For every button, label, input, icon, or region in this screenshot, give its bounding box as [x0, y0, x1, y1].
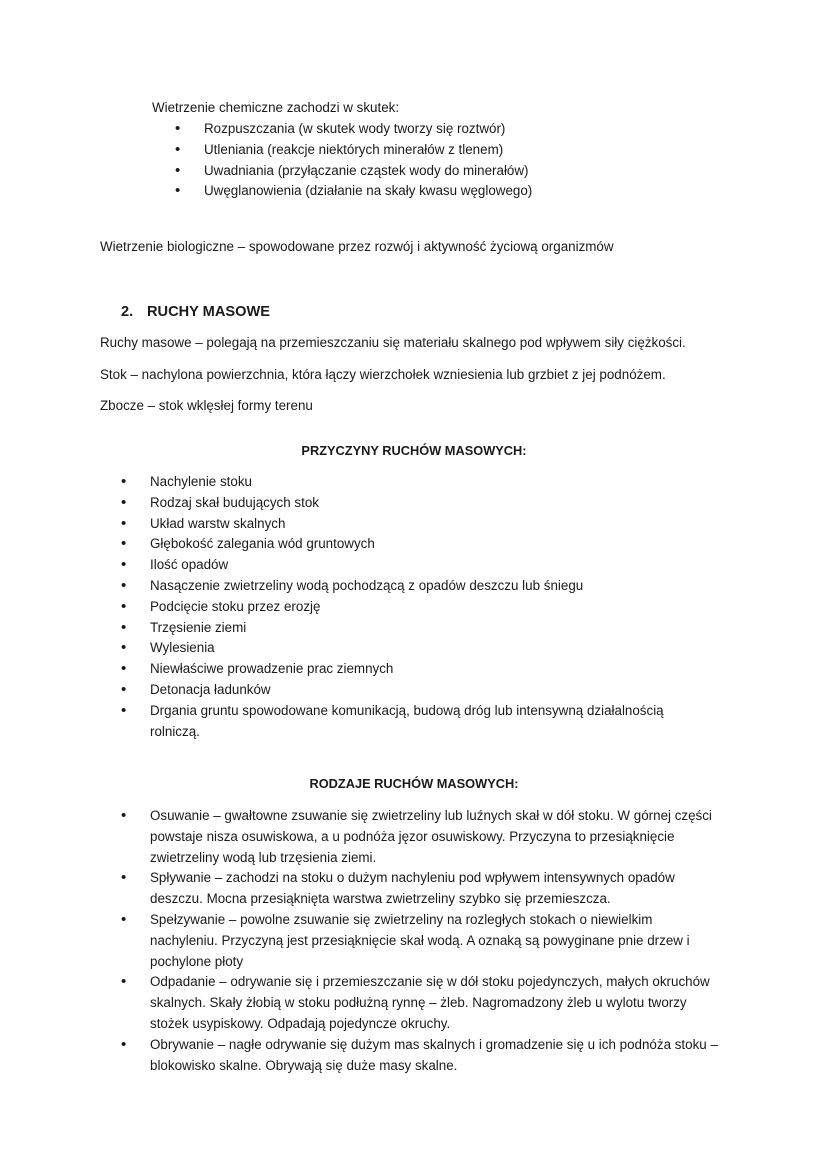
list-item: • Nasączenie zwietrzeliny wodą pochodzącą z opadów deszczu lub śniegu [121, 576, 721, 597]
list-item: • Wylesienia [121, 638, 721, 659]
list-item: • Osuwanie – gwałtowne zsuwanie się zwietrzeliny lub luźnych skał w dół stoku. W górnej części powstaje nisza osuwiskowa, a u podnóża jęzor osuwiskowy. Przyczyna to przesiąknięcie zwietrzeliny wodą lub trzęsienia ziemi. [121, 806, 721, 868]
definition-mass-movements: Ruchy masowe – polegają na przemieszczaniu się materiału skalnego pod wpływem siły ciężkości. [100, 335, 686, 350]
definition-hillside: Zbocze – stok wklęsłej formy terenu [100, 398, 313, 413]
list-item: • Ilość opadów [121, 555, 721, 576]
section-title: RUCHY MASOWE [147, 304, 270, 320]
list-item: • Odpadanie – odrywanie się i przemieszczanie się w dół stoku pojedynczych, małych okruchów skalnych. Skały żłobią w stoku podłużną rynnę – żleb. Nagromadzony żleb u wylotu tworzy stożek usypiskowy. Odpadają pojedyncze okruchy. [121, 972, 721, 1034]
list-item: • Spełzywanie – powolne zsuwanie się zwietrzeliny na rozległych stokach o niewielkim nachyleniu. Przyczyną jest przesiąknięcie skał wodą. A oznaką są powyginane pnie drzew i pochylone płoty [121, 910, 721, 972]
list-item: • Obrywanie – nagłe odrywanie się dużym mas skalnych i gromadzenie się u ich podnóża stoku – blokowisko skalne. Obrywają się duże masy skalne. [121, 1035, 721, 1077]
list-item: • Głębokość zalegania wód gruntowych [121, 534, 721, 555]
list-item: • Niewłaściwe prowadzenie prac ziemnych [121, 659, 721, 680]
section-number: 2. [121, 304, 134, 320]
list-item: • Drgania gruntu spowodowane komunikacją, budową dróg lub intensywną działalnością rolniczą. [121, 701, 690, 743]
biological-paragraph: Wietrzenie biologiczne – spowodowane przez rozwój i aktywność życiową organizmów [100, 239, 614, 254]
list-item: • Spływanie – zachodzi na stoku o dużym nachyleniu pod wpływem intensywnych opadów deszczu. Mocna przesiąknięta warstwa zwietrzeliny szybko się przemieszcza. [121, 868, 721, 910]
list-item: • Uwęglanowienia (działanie na skały kwasu węglowego) [175, 181, 532, 202]
list-item: • Układ warstw skalnych [121, 514, 721, 535]
types-heading: RODZAJE RUCHÓW MASOWYCH: [309, 776, 519, 791]
list-item: • Nachylenie stoku [121, 472, 721, 493]
list-item: • Rodzaj skał budujących stok [121, 493, 721, 514]
chemical-list [175, 119, 532, 202]
causes-heading: PRZYCZYNY RUCHÓW MASOWYCH: [301, 443, 527, 458]
definition-slope: Stok – nachylona powierzchnia, która łączy wierzchołek wzniesienia lub grzbiet z jej podnóżem. [100, 367, 666, 382]
chemical-intro: Wietrzenie chemiczne zachodzi w skutek: [152, 100, 400, 115]
list-item: • Detonacja ładunków [121, 680, 721, 701]
list-item: • Uwadniania (przyłączanie cząstek wody do minerałów) [175, 161, 532, 182]
list-item: • Utleniania (reakcje niektórych minerałów z tlenem) [175, 140, 532, 161]
list-item: • Podcięcie stoku przez erozję [121, 597, 721, 618]
list-item: • Trzęsienie ziemi [121, 618, 721, 639]
causes-list [121, 472, 721, 742]
list-item: • Rozpuszczania (w skutek wody tworzy się roztwór) [175, 119, 532, 140]
types-list [121, 806, 721, 1076]
